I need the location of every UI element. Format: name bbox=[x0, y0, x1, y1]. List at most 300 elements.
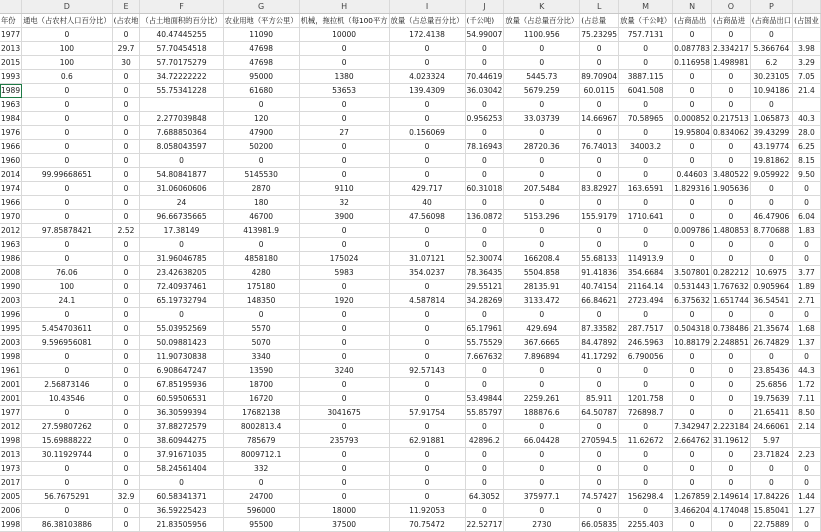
data-cell[interactable]: 0 bbox=[673, 378, 712, 392]
data-cell[interactable]: 0 bbox=[793, 196, 821, 210]
data-cell[interactable]: 2259.261 bbox=[504, 392, 580, 406]
data-cell[interactable]: 0 bbox=[711, 406, 750, 420]
data-cell[interactable]: 53.49844 bbox=[465, 392, 504, 406]
data-cell[interactable]: 57.91754 bbox=[389, 406, 465, 420]
data-cell[interactable]: 24700 bbox=[223, 490, 299, 504]
data-cell[interactable]: 7.342947 bbox=[673, 420, 712, 434]
data-cell[interactable]: 0 bbox=[673, 476, 712, 490]
data-cell[interactable]: 0 bbox=[112, 350, 140, 364]
data-cell[interactable]: 0 bbox=[673, 140, 712, 154]
data-cell[interactable]: 0 bbox=[299, 378, 389, 392]
data-cell[interactable]: 0.6 bbox=[22, 70, 113, 84]
data-cell[interactable]: 85.911 bbox=[580, 392, 619, 406]
data-cell[interactable]: 0 bbox=[580, 224, 619, 238]
data-cell[interactable]: 29.55121 bbox=[465, 280, 504, 294]
data-cell[interactable]: 3887.115 bbox=[619, 70, 673, 84]
data-cell[interactable]: 2.334217 bbox=[711, 42, 750, 56]
data-cell[interactable]: 0 bbox=[389, 476, 465, 490]
data-cell[interactable]: 0 bbox=[711, 350, 750, 364]
data-cell[interactable]: 1.37 bbox=[793, 336, 821, 350]
data-cell[interactable]: 10000 bbox=[299, 28, 389, 42]
data-cell[interactable]: 47900 bbox=[223, 126, 299, 140]
data-cell[interactable]: 55.85797 bbox=[465, 406, 504, 420]
data-cell[interactable]: 2870 bbox=[223, 182, 299, 196]
year-cell[interactable]: 1984 bbox=[0, 112, 22, 126]
year-cell[interactable]: 2001 bbox=[0, 378, 22, 392]
data-cell[interactable]: 0 bbox=[112, 70, 140, 84]
data-cell[interactable]: 3.480522 bbox=[711, 168, 750, 182]
column-letter-header[interactable]: I bbox=[389, 0, 465, 14]
data-cell[interactable]: 0 bbox=[619, 476, 673, 490]
data-cell[interactable]: 0 bbox=[112, 448, 140, 462]
year-cell[interactable]: 1996 bbox=[0, 308, 22, 322]
data-cell[interactable]: 21.35674 bbox=[750, 322, 792, 336]
data-cell[interactable]: 0 bbox=[389, 308, 465, 322]
data-cell[interactable]: 3340 bbox=[223, 350, 299, 364]
data-cell[interactable]: 0 bbox=[112, 462, 140, 476]
data-cell[interactable]: 0 bbox=[711, 252, 750, 266]
data-cell[interactable]: 40 bbox=[389, 196, 465, 210]
data-cell[interactable]: 0 bbox=[299, 448, 389, 462]
data-cell[interactable]: 0.504318 bbox=[673, 322, 712, 336]
data-cell[interactable]: 100 bbox=[22, 42, 113, 56]
data-cell[interactable]: 114913.9 bbox=[619, 252, 673, 266]
data-cell[interactable]: 0 bbox=[580, 462, 619, 476]
column-header-cell[interactable]: (占农地 bbox=[112, 14, 140, 28]
data-cell[interactable]: 0 bbox=[22, 350, 113, 364]
data-cell[interactable]: 7.688850364 bbox=[140, 126, 223, 140]
data-cell[interactable]: 180 bbox=[223, 196, 299, 210]
year-cell[interactable]: 1977 bbox=[0, 28, 22, 42]
data-cell[interactable]: 0 bbox=[22, 252, 113, 266]
data-cell[interactable]: 0 bbox=[299, 98, 389, 112]
data-cell[interactable]: 0 bbox=[389, 154, 465, 168]
data-cell[interactable]: 166208.4 bbox=[504, 252, 580, 266]
data-cell[interactable]: 70.75472 bbox=[389, 518, 465, 532]
data-cell[interactable]: 5.97 bbox=[750, 434, 792, 448]
data-cell[interactable]: 64.50787 bbox=[580, 406, 619, 420]
data-cell[interactable]: 0 bbox=[465, 378, 504, 392]
data-cell[interactable]: 2730 bbox=[504, 518, 580, 532]
data-cell[interactable]: 0 bbox=[711, 392, 750, 406]
data-cell[interactable]: 34003.2 bbox=[619, 140, 673, 154]
data-cell[interactable]: 0 bbox=[112, 238, 140, 252]
data-cell[interactable]: 175180 bbox=[223, 280, 299, 294]
data-cell[interactable]: 0 bbox=[465, 42, 504, 56]
data-cell[interactable]: 5570 bbox=[223, 322, 299, 336]
data-cell[interactable]: 332 bbox=[223, 462, 299, 476]
data-cell[interactable]: 0 bbox=[299, 140, 389, 154]
data-cell[interactable]: 57.70175279 bbox=[140, 56, 223, 70]
data-cell[interactable]: 0 bbox=[389, 56, 465, 70]
data-cell[interactable]: 0 bbox=[580, 42, 619, 56]
data-cell[interactable]: 55.03952569 bbox=[140, 322, 223, 336]
data-cell[interactable]: 0 bbox=[22, 112, 113, 126]
data-cell[interactable]: 6.04 bbox=[793, 210, 821, 224]
data-cell[interactable]: 37.88272579 bbox=[140, 420, 223, 434]
data-cell[interactable]: 11090 bbox=[223, 28, 299, 42]
data-cell[interactable]: 13590 bbox=[223, 364, 299, 378]
data-cell[interactable]: 60.59506531 bbox=[140, 392, 223, 406]
data-cell[interactable]: 55.75529 bbox=[465, 336, 504, 350]
data-cell[interactable]: 40.47445255 bbox=[140, 28, 223, 42]
data-cell[interactable]: 3041675 bbox=[299, 406, 389, 420]
column-letter-header[interactable] bbox=[0, 0, 22, 14]
data-cell[interactable]: 0 bbox=[619, 420, 673, 434]
data-cell[interactable]: 429.694 bbox=[504, 322, 580, 336]
data-cell[interactable]: 120 bbox=[223, 112, 299, 126]
year-cell[interactable]: 2008 bbox=[0, 266, 22, 280]
data-cell[interactable]: 0 bbox=[750, 238, 792, 252]
data-cell[interactable]: 0 bbox=[750, 462, 792, 476]
data-cell[interactable]: 0 bbox=[619, 98, 673, 112]
data-cell[interactable]: 0 bbox=[22, 196, 113, 210]
data-cell[interactable]: 91.41836 bbox=[580, 266, 619, 280]
data-cell[interactable]: 367.6665 bbox=[504, 336, 580, 350]
data-cell[interactable]: 3.507801 bbox=[673, 266, 712, 280]
data-cell[interactable]: 0 bbox=[619, 154, 673, 168]
data-cell[interactable]: 3.466204 bbox=[673, 504, 712, 518]
year-cell[interactable]: 1995 bbox=[0, 322, 22, 336]
data-cell[interactable]: 188876.6 bbox=[504, 406, 580, 420]
column-header-cell[interactable]: 放量（占总量百分比） bbox=[389, 14, 465, 28]
data-cell[interactable]: 0.531443 bbox=[673, 280, 712, 294]
data-cell[interactable]: 0 bbox=[299, 308, 389, 322]
year-cell[interactable]: 1977 bbox=[0, 406, 22, 420]
data-cell[interactable]: 1.89 bbox=[793, 280, 821, 294]
data-cell[interactable]: 11.90730838 bbox=[140, 350, 223, 364]
data-cell[interactable]: 2.23 bbox=[793, 448, 821, 462]
data-cell[interactable]: 60.58341371 bbox=[140, 490, 223, 504]
data-cell[interactable]: 0 bbox=[22, 308, 113, 322]
data-cell[interactable]: 99.99668651 bbox=[22, 168, 113, 182]
data-cell[interactable]: 3900 bbox=[299, 210, 389, 224]
data-cell[interactable]: 163.6591 bbox=[619, 182, 673, 196]
year-cell[interactable]: 1974 bbox=[0, 182, 22, 196]
data-cell[interactable]: 1.44 bbox=[793, 490, 821, 504]
data-cell[interactable]: 0 bbox=[619, 364, 673, 378]
data-cell[interactable]: 270594.5 bbox=[580, 434, 619, 448]
data-cell[interactable]: 21.65411 bbox=[750, 406, 792, 420]
data-cell[interactable]: 26.74829 bbox=[750, 336, 792, 350]
data-cell[interactable]: 8.50 bbox=[793, 406, 821, 420]
data-cell[interactable]: 40.74154 bbox=[580, 280, 619, 294]
data-cell[interactable]: 726898.7 bbox=[619, 406, 673, 420]
data-cell[interactable]: 0 bbox=[299, 476, 389, 490]
data-cell[interactable]: 0 bbox=[580, 196, 619, 210]
data-cell[interactable]: 64.3052 bbox=[465, 490, 504, 504]
data-cell[interactable]: 56.7675291 bbox=[22, 490, 113, 504]
data-cell[interactable]: 0 bbox=[465, 504, 504, 518]
data-cell[interactable]: 92.57143 bbox=[389, 364, 465, 378]
data-cell[interactable]: 0 bbox=[711, 462, 750, 476]
data-cell[interactable]: 6.375632 bbox=[673, 294, 712, 308]
data-cell[interactable]: 66.04428 bbox=[504, 434, 580, 448]
data-cell[interactable]: 4.023324 bbox=[389, 70, 465, 84]
data-cell[interactable]: 36.54541 bbox=[750, 294, 792, 308]
data-cell[interactable]: 1380 bbox=[299, 70, 389, 84]
data-cell[interactable]: 19.81862 bbox=[750, 154, 792, 168]
data-cell[interactable]: 0 bbox=[673, 308, 712, 322]
data-cell[interactable]: 0 bbox=[299, 336, 389, 350]
data-cell[interactable]: 0 bbox=[619, 168, 673, 182]
data-cell[interactable]: 0 bbox=[673, 84, 712, 98]
data-cell[interactable]: 17.84226 bbox=[750, 490, 792, 504]
data-cell[interactable]: 0 bbox=[580, 448, 619, 462]
year-cell[interactable]: 1966 bbox=[0, 140, 22, 154]
data-cell[interactable]: 0.44603 bbox=[673, 168, 712, 182]
data-cell[interactable]: 11.62672 bbox=[619, 434, 673, 448]
data-cell[interactable]: 1.68 bbox=[793, 322, 821, 336]
column-letter-header[interactable] bbox=[793, 0, 821, 14]
data-cell[interactable]: 0 bbox=[580, 56, 619, 70]
data-cell[interactable]: 2.149614 bbox=[711, 490, 750, 504]
data-cell[interactable]: 23.42638205 bbox=[140, 266, 223, 280]
data-cell[interactable]: 54.99007 bbox=[465, 28, 504, 42]
data-cell[interactable]: 0 bbox=[673, 518, 712, 532]
data-cell[interactable]: 0 bbox=[299, 490, 389, 504]
data-cell[interactable]: 100 bbox=[22, 56, 113, 70]
data-cell[interactable]: 0.156069 bbox=[389, 126, 465, 140]
data-cell[interactable]: 0 bbox=[299, 350, 389, 364]
data-cell[interactable]: 96.66735665 bbox=[140, 210, 223, 224]
data-cell[interactable]: 0 bbox=[299, 168, 389, 182]
column-letter-header[interactable]: H bbox=[299, 0, 389, 14]
column-letter-header[interactable]: E bbox=[112, 0, 140, 14]
data-cell[interactable]: 65.19732794 bbox=[140, 294, 223, 308]
data-cell[interactable]: 0 bbox=[504, 448, 580, 462]
data-cell[interactable]: 23.71824 bbox=[750, 448, 792, 462]
data-cell[interactable]: 0 bbox=[711, 140, 750, 154]
column-header-cell[interactable]: 放量（占总量百分比） bbox=[504, 14, 580, 28]
data-cell[interactable]: 0 bbox=[112, 182, 140, 196]
data-cell[interactable]: 0 bbox=[112, 392, 140, 406]
data-cell[interactable]: 42896.2 bbox=[465, 434, 504, 448]
data-cell[interactable]: 0 bbox=[580, 98, 619, 112]
data-cell[interactable]: 62.91881 bbox=[389, 434, 465, 448]
data-cell[interactable]: 24 bbox=[140, 196, 223, 210]
data-cell[interactable]: 5445.73 bbox=[504, 70, 580, 84]
data-cell[interactable]: 9.50 bbox=[793, 168, 821, 182]
data-cell[interactable]: 52.30074 bbox=[465, 252, 504, 266]
data-cell[interactable]: 0 bbox=[619, 126, 673, 140]
data-cell[interactable]: 0 bbox=[112, 266, 140, 280]
data-cell[interactable] bbox=[793, 434, 821, 448]
data-cell[interactable]: 5504.858 bbox=[504, 266, 580, 280]
data-cell[interactable]: 30 bbox=[112, 56, 140, 70]
data-cell[interactable]: 6.790056 bbox=[619, 350, 673, 364]
data-cell[interactable]: 0 bbox=[673, 210, 712, 224]
data-cell[interactable]: 0 bbox=[793, 238, 821, 252]
data-cell[interactable]: 139.4309 bbox=[389, 84, 465, 98]
column-letter-header[interactable]: N bbox=[673, 0, 712, 14]
column-letter-header[interactable]: O bbox=[711, 0, 750, 14]
data-cell[interactable]: 0 bbox=[504, 224, 580, 238]
data-cell[interactable]: 0 bbox=[504, 56, 580, 70]
data-cell[interactable]: 24.66061 bbox=[750, 420, 792, 434]
data-cell[interactable]: 3240 bbox=[299, 364, 389, 378]
column-letter-header[interactable]: L bbox=[580, 0, 619, 14]
data-cell[interactable]: 27.59807262 bbox=[22, 420, 113, 434]
data-cell[interactable]: 7.896894 bbox=[504, 350, 580, 364]
year-cell[interactable]: 2012 bbox=[0, 224, 22, 238]
data-cell[interactable]: 287.7517 bbox=[619, 322, 673, 336]
data-cell[interactable]: 0 bbox=[711, 448, 750, 462]
data-cell[interactable]: 0 bbox=[465, 98, 504, 112]
data-cell[interactable]: 0 bbox=[389, 378, 465, 392]
data-cell[interactable]: 50200 bbox=[223, 140, 299, 154]
data-cell[interactable]: 75.23295 bbox=[580, 28, 619, 42]
year-cell[interactable]: 2015 bbox=[0, 56, 22, 70]
data-cell[interactable]: 0 bbox=[580, 126, 619, 140]
data-cell[interactable]: 429.717 bbox=[389, 182, 465, 196]
data-cell[interactable]: 0 bbox=[299, 238, 389, 252]
data-cell[interactable]: 22.75889 bbox=[750, 518, 792, 532]
data-cell[interactable]: 0 bbox=[465, 224, 504, 238]
data-cell[interactable]: 28135.91 bbox=[504, 280, 580, 294]
data-cell[interactable]: 0 bbox=[389, 98, 465, 112]
data-cell[interactable]: 0 bbox=[673, 406, 712, 420]
column-header-cell[interactable]: (占总量 bbox=[580, 14, 619, 28]
data-cell[interactable]: 0 bbox=[389, 462, 465, 476]
data-cell[interactable]: 87.33582 bbox=[580, 322, 619, 336]
data-cell[interactable]: 31.19612 bbox=[711, 434, 750, 448]
data-cell[interactable]: 3.98 bbox=[793, 42, 821, 56]
data-cell[interactable]: 0 bbox=[673, 238, 712, 252]
data-cell[interactable]: 0 bbox=[504, 476, 580, 490]
data-cell[interactable]: 0 bbox=[673, 252, 712, 266]
data-cell[interactable]: 0.834062 bbox=[711, 126, 750, 140]
data-cell[interactable] bbox=[793, 98, 821, 112]
data-cell[interactable] bbox=[140, 98, 223, 112]
year-cell[interactable]: 1998 bbox=[0, 434, 22, 448]
column-header-cell[interactable]: (千公吨) bbox=[465, 14, 504, 28]
column-letter-header[interactable]: F bbox=[140, 0, 223, 14]
data-cell[interactable]: 0 bbox=[793, 252, 821, 266]
data-cell[interactable]: 34.72222222 bbox=[140, 70, 223, 84]
data-cell[interactable]: 0 bbox=[465, 308, 504, 322]
data-cell[interactable]: 100 bbox=[22, 280, 113, 294]
data-cell[interactable]: 0 bbox=[504, 504, 580, 518]
data-cell[interactable]: 354.0237 bbox=[389, 266, 465, 280]
year-cell[interactable]: 1961 bbox=[0, 364, 22, 378]
data-cell[interactable]: 0 bbox=[673, 28, 712, 42]
data-cell[interactable]: 207.5484 bbox=[504, 182, 580, 196]
data-cell[interactable]: 19.95804 bbox=[673, 126, 712, 140]
year-cell[interactable]: 2013 bbox=[0, 42, 22, 56]
year-cell[interactable]: 1986 bbox=[0, 252, 22, 266]
data-cell[interactable]: 0 bbox=[22, 126, 113, 140]
data-cell[interactable]: 30.23105 bbox=[750, 70, 792, 84]
data-cell[interactable]: 0 bbox=[504, 378, 580, 392]
column-header-cell[interactable]: (占商品出口 bbox=[750, 14, 792, 28]
data-cell[interactable]: 3133.472 bbox=[504, 294, 580, 308]
data-cell[interactable]: 37500 bbox=[299, 518, 389, 532]
data-cell[interactable]: 44.3 bbox=[793, 364, 821, 378]
data-cell[interactable]: 0 bbox=[580, 504, 619, 518]
data-cell[interactable]: 0 bbox=[750, 308, 792, 322]
data-cell[interactable]: 0 bbox=[112, 476, 140, 490]
data-cell[interactable]: 0 bbox=[389, 238, 465, 252]
data-cell[interactable]: 11.92053 bbox=[389, 504, 465, 518]
data-cell[interactable]: 0 bbox=[750, 98, 792, 112]
data-cell[interactable]: 5983 bbox=[299, 266, 389, 280]
data-cell[interactable]: 58.24561404 bbox=[140, 462, 223, 476]
data-cell[interactable]: 9.596956081 bbox=[22, 336, 113, 350]
year-cell[interactable]: 2013 bbox=[0, 448, 22, 462]
data-cell[interactable]: 0 bbox=[619, 504, 673, 518]
data-cell[interactable]: 0 bbox=[140, 308, 223, 322]
data-cell[interactable]: 31.96046785 bbox=[140, 252, 223, 266]
data-cell[interactable]: 4.174048 bbox=[711, 504, 750, 518]
data-cell[interactable]: 32.9 bbox=[112, 490, 140, 504]
data-cell[interactable]: 5679.259 bbox=[504, 84, 580, 98]
data-cell[interactable]: 54.80841877 bbox=[140, 168, 223, 182]
column-header-cell[interactable]: (占国业 bbox=[793, 14, 821, 28]
data-cell[interactable]: 10.88179 bbox=[673, 336, 712, 350]
data-cell[interactable]: 0 bbox=[793, 350, 821, 364]
data-cell[interactable]: 18000 bbox=[299, 504, 389, 518]
year-cell[interactable]: 1960 bbox=[0, 154, 22, 168]
data-cell[interactable]: 0 bbox=[22, 154, 113, 168]
data-cell[interactable]: 0 bbox=[465, 154, 504, 168]
data-cell[interactable]: 43.19774 bbox=[750, 140, 792, 154]
data-cell[interactable]: 0 bbox=[22, 210, 113, 224]
data-cell[interactable]: 1.27 bbox=[793, 504, 821, 518]
data-cell[interactable]: 0 bbox=[299, 224, 389, 238]
data-cell[interactable]: 0 bbox=[793, 476, 821, 490]
data-cell[interactable]: 47.56098 bbox=[389, 210, 465, 224]
data-cell[interactable]: 86.38103886 bbox=[22, 518, 113, 532]
data-cell[interactable] bbox=[793, 28, 821, 42]
data-cell[interactable]: 0 bbox=[112, 28, 140, 42]
column-header-cell[interactable]: (占商品出 bbox=[673, 14, 712, 28]
data-cell[interactable]: 47698 bbox=[223, 42, 299, 56]
data-cell[interactable]: 4.587814 bbox=[389, 294, 465, 308]
data-cell[interactable]: 0 bbox=[750, 196, 792, 210]
data-cell[interactable]: 0 bbox=[299, 462, 389, 476]
data-cell[interactable]: 0 bbox=[22, 140, 113, 154]
data-cell[interactable]: 36.30599394 bbox=[140, 406, 223, 420]
column-header-cell[interactable]: （占土地面积的百分比） bbox=[140, 14, 223, 28]
data-cell[interactable]: 0 bbox=[112, 434, 140, 448]
data-cell[interactable]: 2.56873146 bbox=[22, 378, 113, 392]
data-cell[interactable]: 0 bbox=[673, 70, 712, 84]
data-cell[interactable]: 0.956253 bbox=[465, 112, 504, 126]
data-cell[interactable]: 0 bbox=[299, 280, 389, 294]
data-cell[interactable]: 0 bbox=[711, 196, 750, 210]
data-cell[interactable]: 0 bbox=[750, 252, 792, 266]
data-cell[interactable]: 0 bbox=[465, 238, 504, 252]
year-cell[interactable]: 2003 bbox=[0, 294, 22, 308]
data-cell[interactable]: 0 bbox=[112, 406, 140, 420]
column-letter-header[interactable]: G bbox=[223, 0, 299, 14]
data-cell[interactable]: 30.11929744 bbox=[22, 448, 113, 462]
data-cell[interactable]: 0 bbox=[465, 364, 504, 378]
data-cell[interactable]: 0 bbox=[22, 406, 113, 420]
data-cell[interactable]: 0.009786 bbox=[673, 224, 712, 238]
data-cell[interactable]: 2.248851 bbox=[711, 336, 750, 350]
data-cell[interactable]: 0 bbox=[389, 420, 465, 434]
data-cell[interactable]: 0 bbox=[112, 378, 140, 392]
data-cell[interactable]: 0 bbox=[673, 154, 712, 168]
data-cell[interactable]: 0 bbox=[793, 308, 821, 322]
data-cell[interactable]: 37.91671035 bbox=[140, 448, 223, 462]
data-cell[interactable]: 66.84621 bbox=[580, 294, 619, 308]
data-cell[interactable]: 10.94186 bbox=[750, 84, 792, 98]
data-cell[interactable]: 0 bbox=[750, 182, 792, 196]
data-cell[interactable]: 0 bbox=[793, 182, 821, 196]
